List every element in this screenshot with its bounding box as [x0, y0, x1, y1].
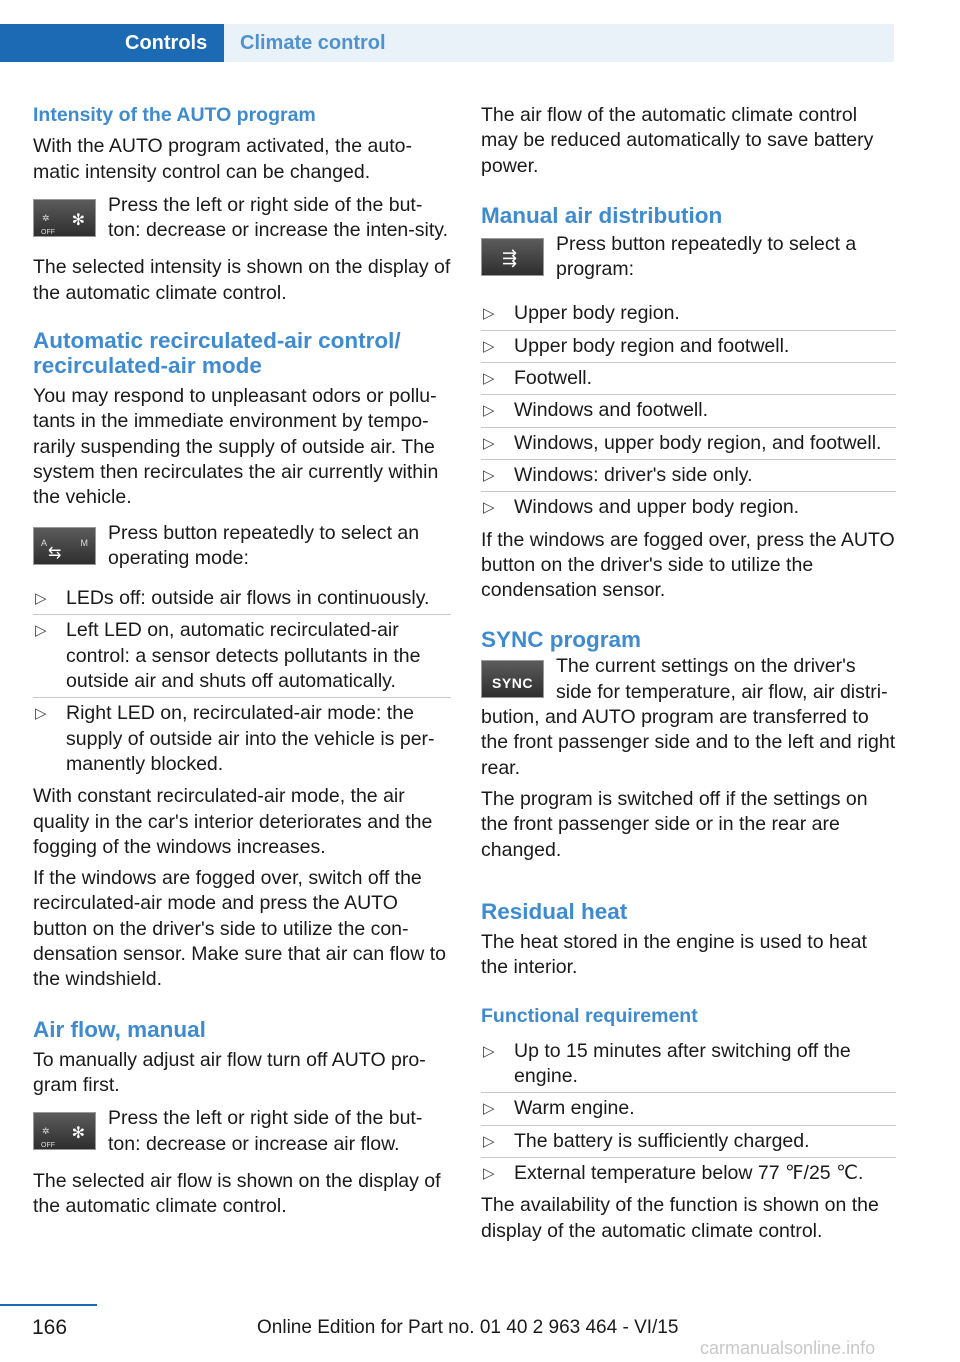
list-item: ▷ Warm engine.: [481, 1093, 896, 1125]
list-item: ▷ Left LED on, automatic recirculated-air control: a sensor detects pollutants in the outside air and shuts off automatically.: [33, 615, 451, 698]
sync-heading: SYNC program: [481, 627, 642, 653]
sync-paragraph-2: The program is switched off if the settings on the front passenger side or in the rear are changed.: [481, 787, 868, 861]
chapter-header: [0, 0, 960, 62]
manual-paragraph-2: If the windows are fogged over, press the AUTO button on the driver's side to utilize the condensation sensor.: [481, 528, 895, 602]
recirculation-button-icon: A M ⇆: [33, 527, 96, 565]
list-item: ▷ The battery is sufficiently charged.: [481, 1126, 896, 1158]
recirc-paragraph-3: If the windows are fogged over, switch off the recirculated-air mode and press the AUTO button on the driver's side to utilize the con-densation sensor. Make sure that air can flow to the windshield.: [33, 867, 446, 991]
residual-paragraph: The heat stored in the engine is used to heat the interior.: [481, 930, 867, 979]
list-item: ▷ Upper body region.: [481, 298, 896, 330]
list-item: ▷ Windows: driver's side only.: [481, 460, 896, 492]
list-item: ▷ Up to 15 minutes after switching off the engine.: [481, 1036, 896, 1094]
fan-button-icon: ✲ OFF ✻: [33, 199, 96, 237]
sync-button-label: SYNC: [492, 675, 533, 692]
list-item: ▷ Right LED on, recirculated-air mode: the supply of outside air into the vehicle is per-manently blocked.: [33, 698, 451, 780]
recirc-button-text: Press button repeatedly to select an operating mode:: [108, 521, 420, 569]
recirc-button-row: [33, 521, 451, 572]
intensity-paragraph: With the AUTO program activated, the auto-matic intensity control can be changed.: [33, 135, 412, 183]
list-item: ▷ LEDs off: outside air flows in continuously.: [33, 583, 451, 615]
residual-paragraph-2: The availability of the function is shown on the display of the automatic climate control.: [481, 1194, 879, 1242]
list-item: ▷ Footwell.: [481, 363, 896, 395]
airflow-battery-paragraph: The air flow of the automatic climate control may be reduced automatically to save battery power.: [481, 104, 874, 177]
intensity-paragraph-2: The selected intensity is shown on the display of the automatic climate control.: [33, 256, 451, 304]
air-distribution-list: [481, 298, 896, 523]
airflow-paragraph: To manually adjust air flow turn off AUTO pro-gram first.: [33, 1048, 426, 1096]
section-tab-climate-control[interactable]: Climate control: [224, 24, 894, 62]
airflow-button-row: [33, 1106, 451, 1157]
functional-requirement-heading: Functional requirement: [481, 1005, 698, 1028]
edition-note: Online Edition for Part no. 01 40 2 963 464 - VI/15: [257, 1317, 679, 1338]
list-item: ▷ Windows, upper body region, and footwell.: [481, 428, 896, 460]
recirc-mode-list: [33, 583, 451, 780]
requirement-list: [481, 1036, 896, 1189]
residual-heat-heading: Residual heat: [481, 898, 628, 924]
intensity-button-text: Press the left or right side of the but-ton: decrease or increase the inten-sity.: [108, 193, 448, 242]
list-item: ▷ Windows and upper body region.: [481, 492, 896, 523]
chapter-tab-controls[interactable]: Controls: [0, 24, 224, 62]
manual-distribution-heading: Manual air distribution: [481, 202, 723, 228]
manual-button-row: [481, 232, 896, 283]
page-number: 166: [32, 1316, 68, 1339]
left-column: [33, 103, 451, 1219]
intensity-heading: Intensity of the AUTO program: [33, 104, 316, 126]
recirc-heading: Automatic recirculated-air control/ recirculated-air mode: [33, 328, 401, 379]
manual-button-text: Press button repeatedly to select a program:: [556, 232, 857, 281]
fan-button-icon: ✲ OFF ✻: [33, 1112, 96, 1150]
recirc-paragraph: You may respond to unpleasant odors or pollu-tants in the immediate environment by tempo-rarily suspending the supply of outside air. The system then recirculates the air currently within the vehicle.: [33, 385, 439, 509]
footer-divider: [0, 1304, 97, 1306]
sync-button-icon: [481, 660, 544, 698]
airflow-paragraph-2: The selected air flow is shown on the display of the automatic climate control.: [33, 1169, 441, 1218]
sync-button-row: [481, 654, 896, 780]
air-distribution-button-icon: ⇶: [481, 238, 544, 276]
list-item: ▷ Upper body region and footwell.: [481, 331, 896, 363]
watermark: carmanualsonline.info: [700, 1338, 876, 1358]
recirc-paragraph-2: With constant recirculated-air mode, the air quality in the car's interior deteriorates and the fogging of the windows increases.: [33, 785, 433, 858]
intensity-button-row: [33, 193, 451, 244]
right-column: [481, 103, 896, 1244]
list-item: ▷ Windows and footwell.: [481, 395, 896, 427]
airflow-heading: Air flow, manual: [33, 1016, 206, 1042]
airflow-button-text: Press the left or right side of the but-ton: decrease or increase air flow.: [108, 1107, 423, 1155]
sync-button-text: The current settings on the driver's side for temperature, air flow, air distri-bution, and AUTO program are transferred to the front passenger side and to the left and right rear.: [481, 655, 896, 779]
list-item: ▷ External temperature below 77 ℉/25 ℃.: [481, 1158, 896, 1189]
